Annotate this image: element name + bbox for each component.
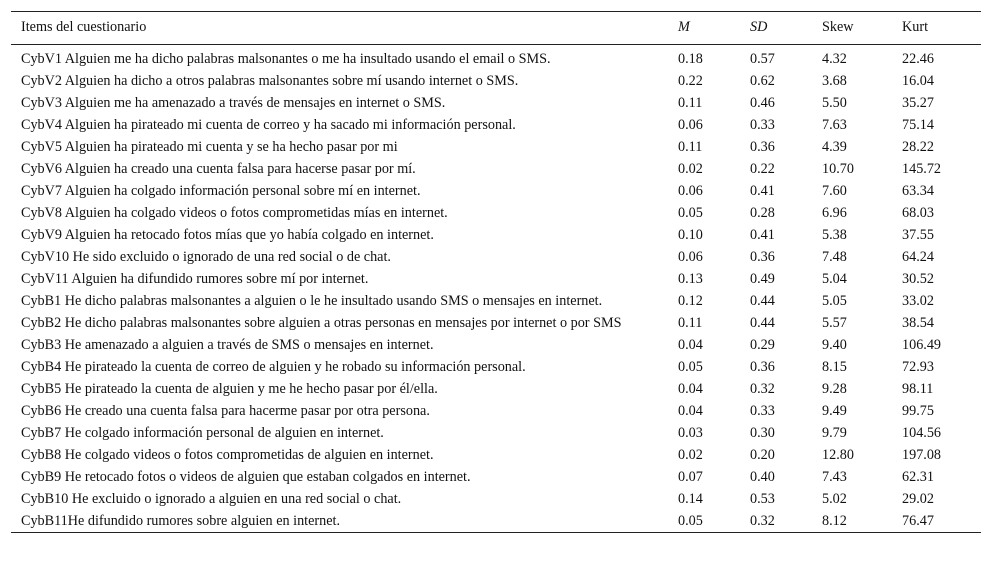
cell-skew: 9.40: [822, 337, 847, 353]
cell-kurt: 64.24: [902, 249, 934, 265]
cell-kurt: 106.49: [902, 337, 942, 353]
cell-sd: 0.30: [750, 425, 775, 441]
header-row: [11, 12, 981, 45]
cell-mean: 0.04: [678, 337, 703, 353]
cell-sd: 0.33: [750, 117, 775, 133]
cell-kurt: 99.75: [902, 403, 934, 419]
cell-skew: 4.39: [822, 139, 847, 155]
table-row: [11, 334, 981, 356]
table-row: [11, 92, 981, 114]
cell-skew: 5.38: [822, 227, 847, 243]
table-row: [11, 136, 981, 158]
cell-mean: 0.05: [678, 205, 703, 221]
table-row: [11, 488, 981, 510]
table-row: [11, 466, 981, 488]
cell-mean: 0.22: [678, 73, 703, 89]
cell-sd: 0.49: [750, 271, 775, 287]
table-row: [11, 444, 981, 466]
table-row: [11, 378, 981, 400]
cell-kurt: 98.11: [902, 381, 934, 397]
cell-item: CybB9 He retocado fotos o videos de alguien que estaban colgados en internet.: [21, 469, 471, 485]
cell-kurt: 145.72: [902, 161, 942, 177]
table-row: [11, 114, 981, 136]
cell-skew: 5.02: [822, 491, 847, 507]
cell-mean: 0.06: [678, 117, 703, 133]
cell-sd: 0.33: [750, 403, 775, 419]
cell-sd: 0.57: [750, 51, 775, 67]
header-item: Items del cuestionario: [21, 19, 147, 35]
cell-mean: 0.06: [678, 183, 703, 199]
table-row: [11, 290, 981, 312]
cell-mean: 0.11: [678, 95, 703, 111]
cell-sd: 0.36: [750, 139, 775, 155]
cell-skew: 9.49: [822, 403, 847, 419]
cell-sd: 0.62: [750, 73, 775, 89]
table-row: [11, 400, 981, 422]
cell-sd: 0.41: [750, 183, 775, 199]
cell-item: CybB5 He pirateado la cuenta de alguien y me he hecho pasar por él/ella.: [21, 381, 438, 397]
header-kurt: Kurt: [902, 19, 929, 35]
cell-skew: 7.43: [822, 469, 847, 485]
cell-mean: 0.04: [678, 381, 703, 397]
cell-sd: 0.36: [750, 359, 775, 375]
cell-sd: 0.32: [750, 381, 775, 397]
descriptive-stats-table-container: [11, 11, 981, 533]
table-header: [11, 12, 981, 45]
cell-mean: 0.10: [678, 227, 703, 243]
cell-mean: 0.03: [678, 425, 703, 441]
table-row: [11, 246, 981, 268]
header-sd: SD: [750, 19, 768, 35]
cell-skew: 9.28: [822, 381, 847, 397]
cell-skew: 5.50: [822, 95, 847, 111]
cell-skew: 9.79: [822, 425, 847, 441]
cell-kurt: 104.56: [902, 425, 942, 441]
cell-item: CybB3 He amenazado a alguien a través de SMS o mensajes en internet.: [21, 337, 434, 353]
cell-item: CybV5 Alguien ha pirateado mi cuenta y se ha hecho pasar por mi: [21, 139, 398, 155]
table-row: [11, 224, 981, 246]
cell-mean: 0.12: [678, 293, 703, 309]
cell-item: CybB4 He pirateado la cuenta de correo de alguien y he robado su información personal.: [21, 359, 526, 375]
cell-sd: 0.29: [750, 337, 775, 353]
table-row: [11, 158, 981, 180]
table-body: [11, 45, 981, 533]
table-row: [11, 45, 981, 71]
cell-item: CybV11 Alguien ha difundido rumores sobre mí por internet.: [21, 271, 369, 287]
cell-item: CybB7 He colgado información personal de alguien en internet.: [21, 425, 384, 441]
cell-kurt: 33.02: [902, 293, 934, 309]
cell-item: CybV10 He sido excluido o ignorado de una red social o de chat.: [21, 249, 391, 265]
cell-item: CybV1 Alguien me ha dicho palabras malsonantes o me ha insultado usando el email o SMS.: [21, 51, 551, 67]
cell-mean: 0.13: [678, 271, 703, 287]
cell-item: CybB1 He dicho palabras malsonantes a alguien o le he insultado usando SMS o mensajes en internet.: [21, 293, 603, 309]
table-row: [11, 356, 981, 378]
cell-item: CybV3 Alguien me ha amenazado a través de mensajes en internet o SMS.: [21, 95, 446, 111]
cell-item: CybB2 He dicho palabras malsonantes sobre alguien a otras personas en mensajes por internet o por SMS: [21, 315, 622, 331]
cell-mean: 0.05: [678, 513, 703, 529]
cell-item: CybV4 Alguien ha pirateado mi cuenta de correo y ha sacado mi información personal.: [21, 117, 516, 133]
table-row: [11, 202, 981, 224]
table-row: [11, 422, 981, 444]
cell-sd: 0.41: [750, 227, 775, 243]
table-row: [11, 268, 981, 290]
cell-mean: 0.06: [678, 249, 703, 265]
cell-item: CybV9 Alguien ha retocado fotos mías que yo había colgado en internet.: [21, 227, 434, 243]
table-row: [11, 312, 981, 334]
cell-kurt: 68.03: [902, 205, 934, 221]
cell-kurt: 197.08: [902, 447, 942, 463]
cell-mean: 0.04: [678, 403, 703, 419]
header-skew: Skew: [822, 19, 854, 35]
cell-skew: 8.12: [822, 513, 847, 529]
cell-skew: 6.96: [822, 205, 847, 221]
cell-kurt: 29.02: [902, 491, 934, 507]
cell-skew: 7.48: [822, 249, 847, 265]
cell-skew: 5.05: [822, 293, 847, 309]
table-row: [11, 180, 981, 202]
cell-mean: 0.11: [678, 315, 703, 331]
cell-kurt: 62.31: [902, 469, 934, 485]
cell-sd: 0.46: [750, 95, 775, 111]
table-row: [11, 510, 981, 533]
cell-skew: 3.68: [822, 73, 847, 89]
cell-mean: 0.07: [678, 469, 703, 485]
cell-kurt: 16.04: [902, 73, 934, 89]
cell-kurt: 30.52: [902, 271, 934, 287]
cell-item: CybB10 He excluido o ignorado a alguien en una red social o chat.: [21, 491, 402, 507]
descriptive-stats-table: [11, 11, 981, 533]
cell-skew: 5.04: [822, 271, 847, 287]
cell-kurt: 76.47: [902, 513, 934, 529]
cell-sd: 0.22: [750, 161, 775, 177]
cell-mean: 0.11: [678, 139, 703, 155]
cell-item: CybB8 He colgado videos o fotos comprometidas de alguien en internet.: [21, 447, 434, 463]
cell-sd: 0.36: [750, 249, 775, 265]
cell-sd: 0.44: [750, 315, 775, 331]
cell-skew: 5.57: [822, 315, 847, 331]
cell-item: CybV6 Alguien ha creado una cuenta falsa para hacerse pasar por mí.: [21, 161, 416, 177]
cell-item: CybB11He difundido rumores sobre alguien en internet.: [21, 513, 341, 529]
cell-kurt: 72.93: [902, 359, 934, 375]
cell-mean: 0.18: [678, 51, 703, 67]
cell-mean: 0.14: [678, 491, 703, 507]
cell-sd: 0.53: [750, 491, 775, 507]
cell-sd: 0.44: [750, 293, 775, 309]
cell-item: CybB6 He creado una cuenta falsa para hacerme pasar por otra persona.: [21, 403, 430, 419]
cell-skew: 8.15: [822, 359, 847, 375]
cell-kurt: 38.54: [902, 315, 934, 331]
cell-sd: 0.28: [750, 205, 775, 221]
cell-skew: 12.80: [822, 447, 854, 463]
cell-item: CybV7 Alguien ha colgado información personal sobre mí en internet.: [21, 183, 421, 199]
cell-mean: 0.02: [678, 447, 703, 463]
cell-mean: 0.05: [678, 359, 703, 375]
cell-skew: 10.70: [822, 161, 854, 177]
header-mean: M: [678, 19, 690, 35]
cell-kurt: 22.46: [902, 51, 934, 67]
cell-mean: 0.02: [678, 161, 703, 177]
cell-sd: 0.20: [750, 447, 775, 463]
cell-skew: 4.32: [822, 51, 847, 67]
cell-item: CybV2 Alguien ha dicho a otros palabras malsonantes sobre mí usando internet o SMS.: [21, 73, 519, 89]
table-row: [11, 70, 981, 92]
cell-sd: 0.40: [750, 469, 775, 485]
cell-item: CybV8 Alguien ha colgado videos o fotos comprometidas mías en internet.: [21, 205, 448, 221]
cell-skew: 7.63: [822, 117, 847, 133]
cell-kurt: 63.34: [902, 183, 934, 199]
cell-kurt: 28.22: [902, 139, 934, 155]
cell-kurt: 37.55: [902, 227, 934, 243]
cell-kurt: 35.27: [902, 95, 934, 111]
cell-sd: 0.32: [750, 513, 775, 529]
cell-skew: 7.60: [822, 183, 847, 199]
cell-kurt: 75.14: [902, 117, 934, 133]
